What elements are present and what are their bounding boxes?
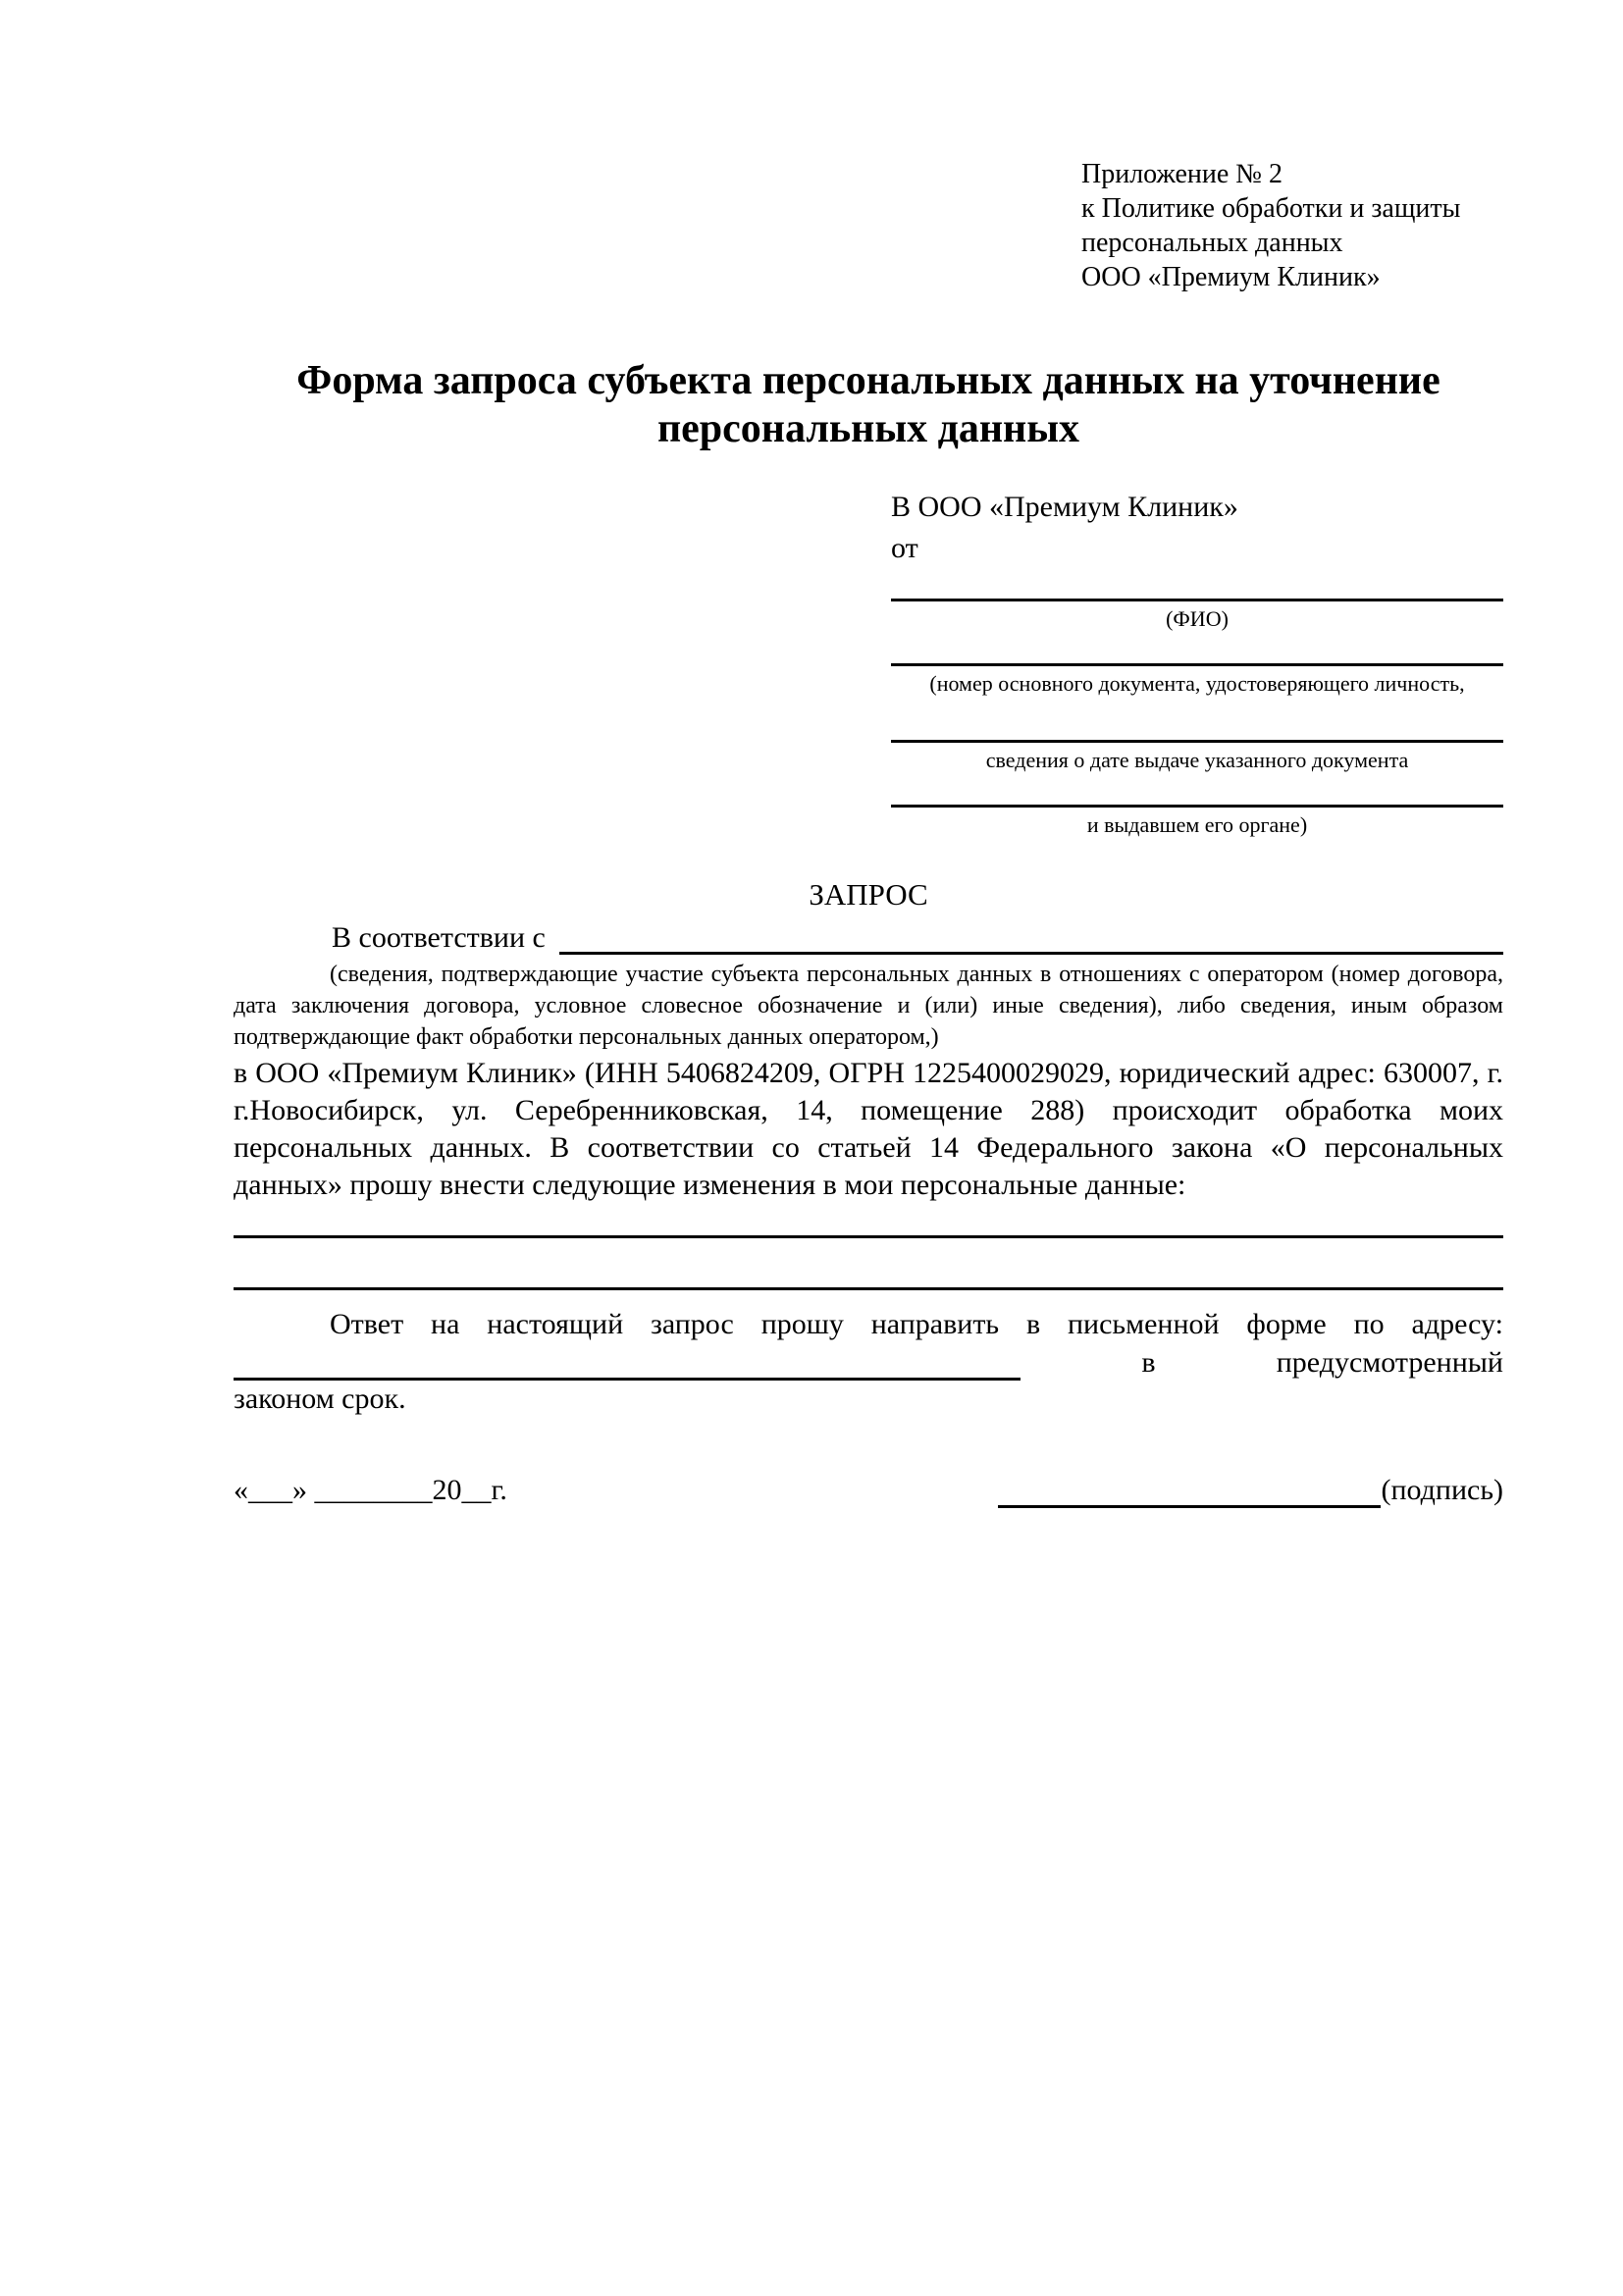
- reply-address-paragraph: Ответ на настоящий запрос прошу направить в письменной форме по адресу:: [330, 1308, 1503, 1340]
- fio-caption: (ФИО): [1166, 606, 1229, 631]
- reply-word-prescribed: предусмотренный: [1276, 1346, 1503, 1379]
- issuing-authority-field: [891, 805, 1503, 838]
- signature-caption: (подпись): [1381, 1474, 1503, 1506]
- basis-row: [234, 921, 1503, 955]
- basis-blank-line: [559, 922, 1503, 955]
- reply-word-in: в: [1141, 1346, 1156, 1379]
- changes-blank-line-1: [234, 1235, 1503, 1238]
- appendix-line: персональных данных: [1081, 228, 1343, 258]
- issue-date-field: [891, 740, 1503, 773]
- appendix-line: ООО «Премиум Клиник»: [1081, 262, 1381, 292]
- changes-blank-line-2: [234, 1287, 1503, 1290]
- signature-blank-line: [998, 1476, 1381, 1508]
- issuing-authority-caption: и выдавшем его органе): [1086, 812, 1308, 837]
- basis-lead: В соответствии с: [332, 921, 546, 954]
- addressee-to: В ООО «Премиум Клиник»: [891, 491, 1238, 523]
- reply-address-row: [234, 1345, 1503, 1381]
- form-title: Форма запроса субъекта персональных данных на уточнение персональных данных: [296, 358, 1440, 451]
- addressee-from: от: [891, 532, 918, 564]
- issue-date-caption: сведения о дате выдаче указанного документа: [985, 748, 1409, 772]
- doc-number-field: [891, 663, 1503, 697]
- appendix-line: Приложение № 2: [1081, 159, 1283, 189]
- reply-address-blank-line: [234, 1348, 1021, 1381]
- reply-tail: законом срок.: [234, 1383, 406, 1415]
- fio-field: [891, 599, 1503, 632]
- request-heading: ЗАПРОС: [809, 877, 928, 912]
- footer-row: [234, 1473, 1503, 1508]
- signature-group: [998, 1473, 1503, 1508]
- appendix-block: [1081, 157, 1503, 294]
- date-field: «___» ________20__г.: [234, 1474, 507, 1506]
- appendix-line: к Политике обработки и защиты: [1081, 193, 1461, 224]
- addressee-block: [891, 487, 1503, 838]
- request-body: в ООО «Премиум Клиник» (ИНН 5406824209, ОГРН 1225400029029, юридический адрес: 630007, г. г.Новосибирск, ул. Серебренниковская, 14, помещение 288) происходит обработка моих персональных данных. В соответствии со статьей 14 Федерального закона «О персональных данных» прошу внести следующие изменения в мои персональные данные:: [234, 1057, 1503, 1201]
- basis-note: (сведения, подтверждающие участие субъекта персональных данных в отношениях с оператором (номер договора, дата заключения договора, условное словесное обозначение и (или) иные сведения), либо сведения, иным образом подтверждающие факт обработки персональных данных оператором,): [234, 962, 1503, 1050]
- doc-number-caption: (номер основного документа, удостоверяющего личность,: [929, 671, 1465, 696]
